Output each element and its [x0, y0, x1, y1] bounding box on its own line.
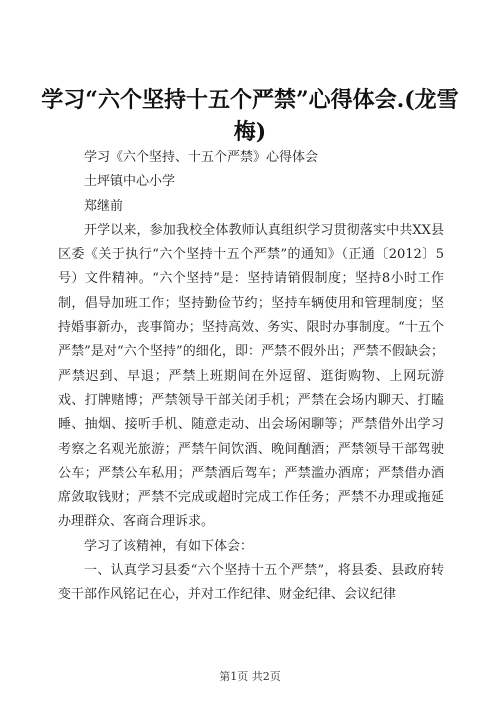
- paragraph-subtitle: 学习《六个坚持、十五个严禁》心得体会: [84, 150, 319, 165]
- page-footer: 第1页 共2页: [219, 670, 281, 683]
- paragraph-point-one: 一、认真学习县委“六个坚持十五个严禁”，将县委、县政府转变干部作风铭记在心，并对工作纪律、财金纪律、会议纪律: [58, 563, 444, 603]
- document-title: 学习“六个坚持十五个严禁”心得体会.(龙雪梅): [41, 87, 459, 145]
- paragraph-main: 开学以来，参加我校全体教师认真组织学习贯彻落实中共XX县区委《关于执行“六个坚持十五个严禁”的通知》（正通〔2012〕5号）文件精神。“六个坚持”是：坚持请销假制度；坚持8小时工作制，倡导加班工作；坚持勤俭节约；坚持车辆使用和管理制度；坚持婚事新办，丧事简办；坚持高效、务实、限时办事制度。“十五个严禁”是对“六个坚持”的细化，即：严禁不假外出；严禁不假缺会；严禁迟到、早退；严禁上班期间在外逗留、逛街购物、上网玩游戏、打牌赌博；严禁领导干部关闭手机；严禁在会场内聊天、打瞌睡、抽烟、接听手机、随意走动、出会场闲聊等；严禁借外出学习考察之名观光旅游；严禁午间饮酒、晚间酗酒；严禁领导干部驾驶公车；严禁公车私用；严禁酒后驾车；严禁滥办酒席；严禁借办酒席敛取钱财；严禁不完成或超时完成工作任务；严禁不办理或拖延办理群众、客商合理诉求。: [58, 222, 444, 530]
- paragraph-author: 郑继前: [84, 198, 124, 214]
- paragraph-intro-list: 学习了该精神，有如下体会：: [84, 538, 254, 554]
- document-body: [58, 146, 444, 608]
- paragraph-school: 土坪镇中心小学: [84, 174, 176, 190]
